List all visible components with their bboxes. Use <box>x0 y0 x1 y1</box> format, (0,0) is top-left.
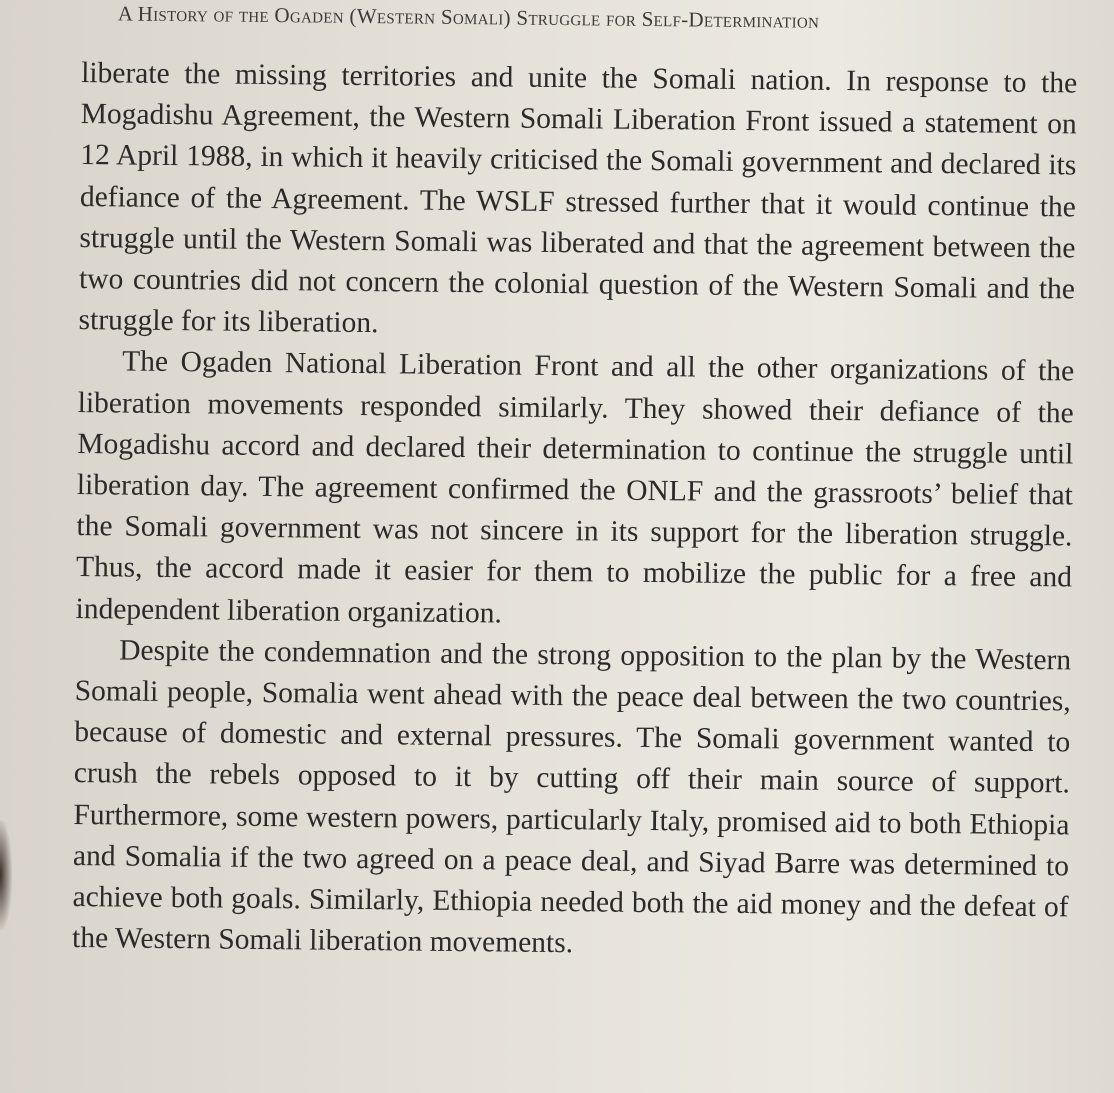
paragraph-onlf-response: The Ogaden National Liberation Front and all the other organizations of the liberation movements responded similarly. They showed their defiance of the Mogadishu accord and declared their determination to continue the struggle until liberation day. The agreement confirmed the ONLF and the grassroots’ belief that the Somali government was not sincere in its support for the liberation struggle. Thus, the accord made it easier for them to mobilize the public for a free and independent liberation organization. <box>75 345 1075 630</box>
running-header: A History of the Ogaden (Western Somali) Struggle for Self-Determination <box>117 1 820 33</box>
page-edge-shadow <box>0 820 12 930</box>
body-text <box>72 53 1077 970</box>
paragraph-continuation: liberate the missing territories and unite the Somali nation. In response to the Mogadishu Agreement, the Western Somali Liberation Front issued a statement on 12 April 1988, in which it heavily criticised the Somali government and declared its defiance of the Agreement. The WSLF stressed further that it would continue the struggle until the Western Somali was liberated and that the agreement between the two countries did not concern the colonial question of the Western Somali and the struggle for its liberation. <box>78 57 1078 340</box>
paragraph-peace-deal: Despite the condemnation and the strong opposition to the plan by the Western Somali people, Somalia went ahead with the peace deal between the two countries, because of domestic and external pressures. The Somali government wanted to crush the rebels opposed to it by cutting off their main source of support. Furthermore, some western powers, particularly Italy, promised aid to both Ethiopia and Somalia if the two agreed on a peace deal, and Siyad Barre was determined to achieve both goals. Similarly, Ethiopia needed both the aid money and the defeat of the Western Somali liberation movements. <box>71 634 1072 960</box>
